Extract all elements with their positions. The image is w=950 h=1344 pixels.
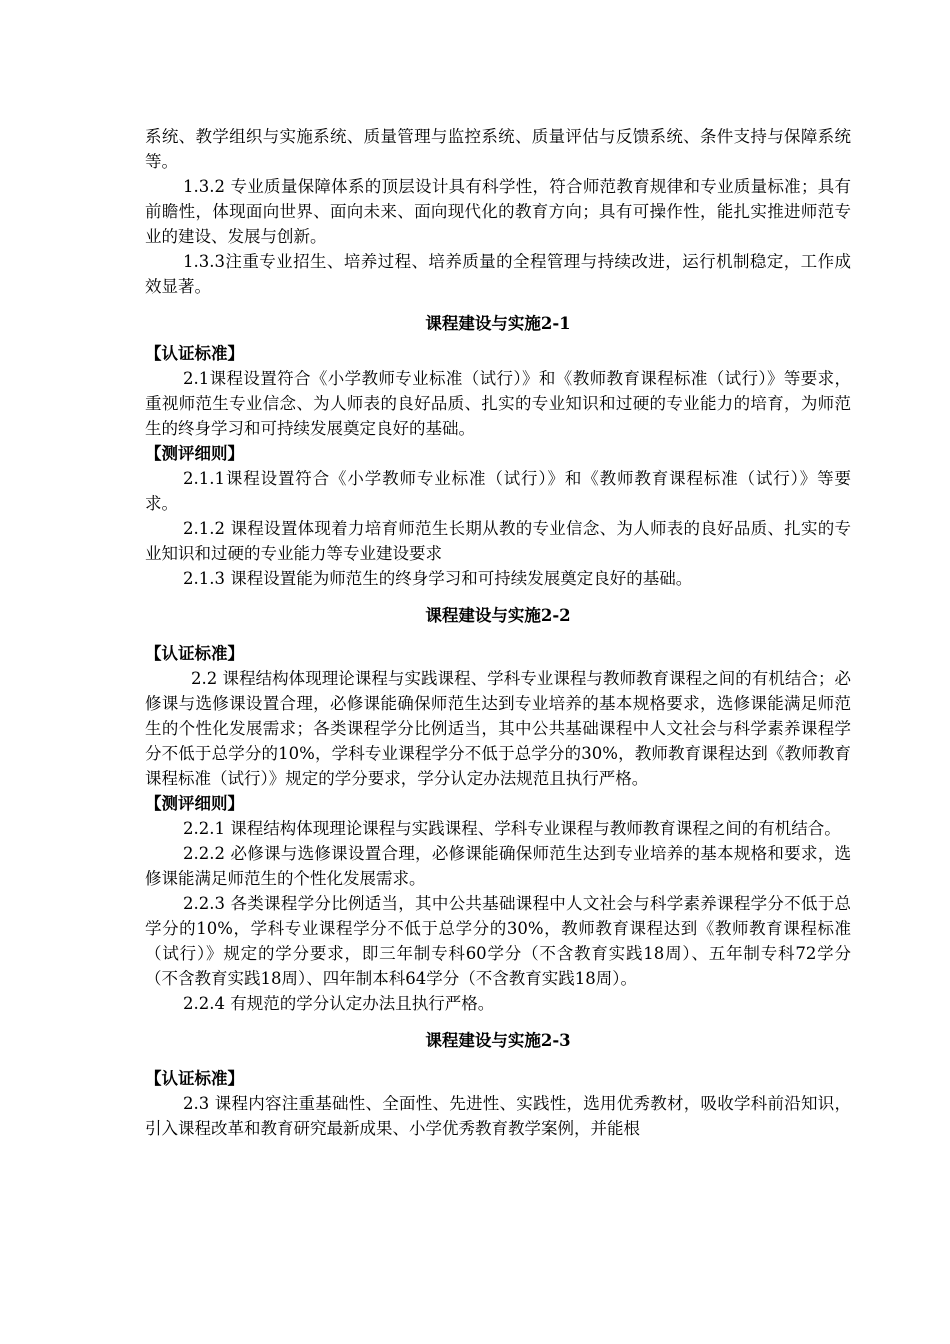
s22-standard-text: 2.2 课程结构体现理论课程与实践课程、学科专业课程与教师教育课程之间的有机结合；必修课与选修课设置合理，必修课能确保师范生达到专业培养的基本规格要求，选修课能满足师范生的个性化发展需求；各类课程学分比例适当，其中公共基础课程中人文社会与科学素养课程学分不低于总学分的10%，学科专业课程学分不低于总学分的30%，教师教育课程达到《教师教育课程标准（试行）》规定的学分要求，学分认定办法规范且执行严格。 [145,669,851,788]
intro-paragraph-0: 系统、教学组织与实施系统、质量管理与监控系统、质量评估与反馈系统、条件支持与保障系统等。 [145,127,851,171]
s22-standard-label: 【认证标准】 [145,644,244,663]
s21-standard-text: 2.1课程设置符合《小学教师专业标准（试行）》和《教师教育课程标准（试行）》等要求，重视师范生专业信念、为人师表的良好品质、扎实的专业知识和过硬的专业能力的培育，为师范生的终身学习和可持续发展奠定良好的基础。 [145,369,851,438]
s21-rule-3: 2.1.3 课程设置能为师范生的终身学习和可持续发展奠定良好的基础。 [183,569,693,588]
s22-rule-1: 2.2.1 课程结构体现理论课程与实践课程、学科专业课程与教师教育课程之间的有机结合。 [183,819,841,838]
s23-standard-label: 【认证标准】 [145,1069,244,1088]
s21-rule-1: 2.1.1课程设置符合《小学教师专业标准（试行）》和《教师教育课程标准（试行）》等要求。 [145,469,851,513]
s22-rule-3: 2.2.3 各类课程学分比例适当，其中公共基础课程中人文社会与科学素养课程学分不低于总学分的10%，学科专业课程学分不低于总学分的30%，教师教育课程达到《教师教育课程标准（试行）》规定的学分要求，即三年制专科60学分（不含教育实践18周）、五年制专科72学分（不含教育实践18周）、四年制本科64学分（不含教育实践18周）。 [145,894,851,988]
s23-standard-text: 2.3 课程内容注重基础性、全面性、先进性、实践性，选用优秀教材，吸收学科前沿知识，引入课程改革和教育研究最新成果、小学优秀教育教学案例，并能根 [145,1094,851,1138]
s22-rule-2: 2.2.2 必修课与选修课设置合理，必修课能确保师范生达到专业培养的基本规格和要求，选修课能满足师范生的个性化发展需求。 [145,844,851,888]
section-2-2-title: 课程建设与实施2-2 [425,606,571,625]
s22-rule-4: 2.2.4 有规范的学分认定办法且执行严格。 [183,994,495,1013]
section-2-1-title: 课程建设与实施2-1 [425,314,571,333]
intro-paragraph-1: 1.3.2 专业质量保障体系的顶层设计具有科学性，符合师范教育规律和专业质量标准；具有前瞻性，体现面向世界、面向未来、面向现代化的教育方向；具有可操作性，能扎实推进师范专业的建设、发展与创新。 [145,177,851,246]
intro-paragraph-2: 1.3.3注重专业招生、培养过程、培养质量的全程管理与持续改进，运行机制稳定，工作成效显著。 [145,252,851,296]
s21-rule-label: 【测评细则】 [145,444,244,463]
section-2-3-title: 课程建设与实施2-3 [425,1031,571,1050]
s22-rule-label: 【测评细则】 [145,794,244,813]
document-page [145,124,851,1141]
s21-rule-2: 2.1.2 课程设置体现着力培育师范生长期从教的专业信念、为人师表的良好品质、扎实的专业知识和过硬的专业能力等专业建设要求 [145,519,851,563]
s21-standard-label: 【认证标准】 [145,344,244,363]
